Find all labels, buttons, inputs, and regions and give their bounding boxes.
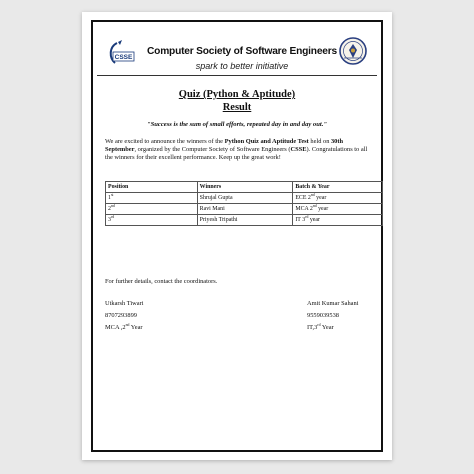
coordinator-block-1 [105, 298, 144, 334]
batch-year-cell: IT 3rd year [293, 215, 383, 226]
position-cell: 3rd [106, 215, 198, 226]
winner-name-cell: Priyesh Tripathi [197, 215, 293, 226]
quiz-title: Quiz (Python & Aptitude) [178, 89, 296, 100]
document-page [82, 12, 392, 460]
position-cell: 2nd [106, 204, 198, 215]
batch-year-cell: ECE 2nd year [293, 193, 383, 204]
coordinator-name: Utkarsh Tiwari [105, 300, 144, 307]
announcement-paragraph: We are excited to announce the winners of the Python Quiz and Aptitude Test held on 30th September, organized by the Computer Society of Software Engineers (CSSE). Congratulations to all the winners for their excellent performance. Keep up the great work! [105, 138, 368, 162]
winners-table [105, 181, 383, 226]
table-row [106, 193, 383, 204]
column-header-position: Position [106, 182, 198, 193]
column-header-batch-year: Batch & Year [293, 182, 383, 193]
position-cell: 1st [106, 193, 198, 204]
university-seal-icon [338, 36, 368, 66]
table-header-row [106, 182, 383, 193]
coordinator-block-2 [307, 298, 358, 334]
page-border [91, 20, 383, 452]
org-abbreviation: CSSE [290, 146, 307, 154]
column-header-winners: Winners [197, 182, 293, 193]
coordinator-name: Amit Kumar Sahani [307, 300, 359, 307]
event-date: 30th September [105, 138, 344, 154]
motivational-quote: "Success is the sum of small efforts, repeated day in and day out." [146, 121, 328, 128]
csse-logo-icon [106, 38, 136, 68]
event-name: Python Quiz and Aptitude Test [224, 138, 309, 145]
coordinator-batch: MCA ,2nd Year [105, 322, 143, 331]
contact-note: For further details, contact the coordinators. [105, 278, 218, 285]
svg-text:CSSE: CSSE [114, 54, 133, 61]
table-row [106, 215, 383, 226]
organization-name: Computer Society of Software Engineers [147, 46, 337, 57]
result-title: Result [222, 102, 252, 113]
batch-year-cell: MCA 2nd year [293, 204, 383, 215]
table-row [106, 204, 383, 215]
winner-name-cell: Ravi Mani [197, 204, 293, 215]
organization-tagline: spark to better initiative [195, 61, 289, 71]
coordinator-phone: 9559039538 [307, 312, 339, 319]
header-divider [97, 75, 377, 76]
winner-name-cell: Shrujal Gupta [197, 193, 293, 204]
coordinator-batch: IT,3rd Year [307, 322, 334, 331]
coordinator-phone: 8707293899 [105, 312, 137, 319]
